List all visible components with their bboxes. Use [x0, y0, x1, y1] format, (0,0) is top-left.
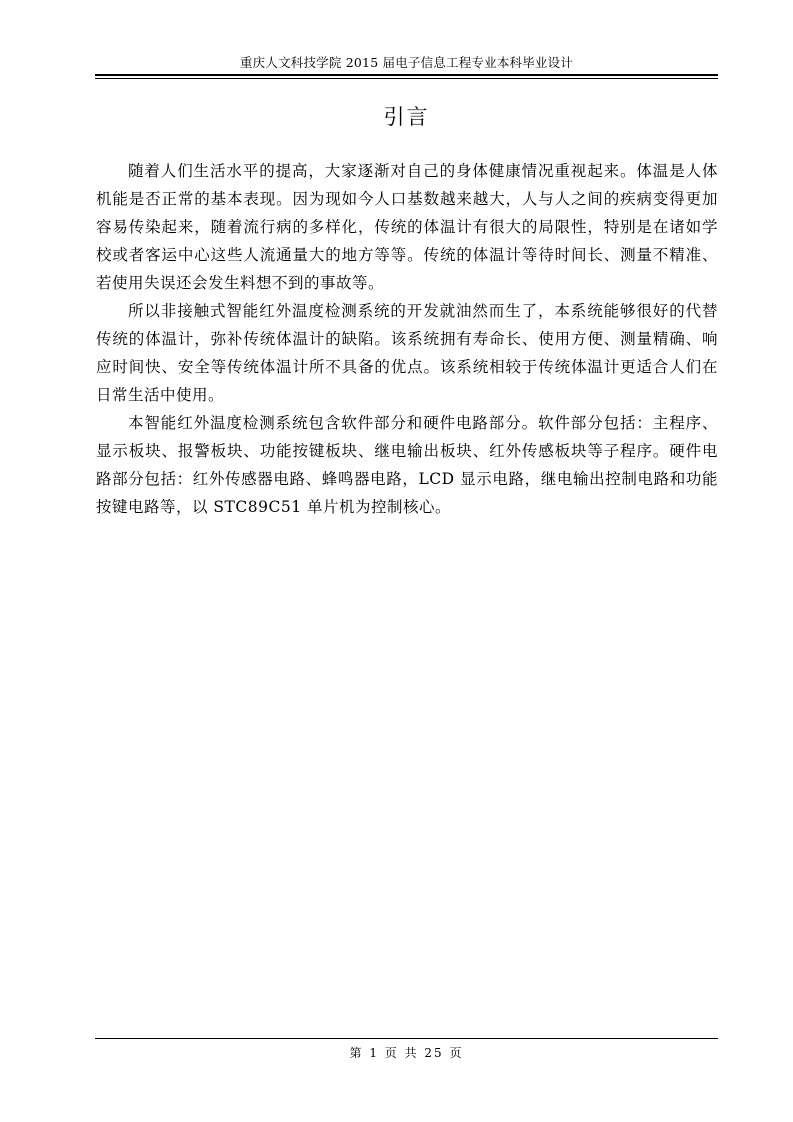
header-rule [95, 74, 718, 76]
page-number: 第 1 页 共 25 页 [349, 1046, 464, 1060]
body-text [96, 157, 718, 521]
header-rule-thin [95, 78, 718, 79]
paragraph-2: 所以非接触式智能红外温度检测系统的开发就油然而生了，本系统能够很好的代替传统的体温计，弥补传统体温计的缺陷。该系统拥有寿命长、使用方便、测量精确、响应时间快、安全等传统体温计所不具备的优点。该系统相较于传统体温计更适合人们在日常生活中使用。 [96, 302, 718, 404]
paragraph-1: 随着人们生活水平的提高，大家逐渐对自己的身体健康情况重视起来。体温是人体机能是否正常的基本表现。因为现如今人口基数越来越大，人与人之间的疾病变得更加容易传染起来，随着流行病的多样化，传统的体温计有很大的局限性，特别是在诸如学校或者客运中心这些人流通量大的地方等等。传统的体温计等待时间长、测量不精准、若使用失误还会发生料想不到的事故等。 [96, 162, 718, 292]
paragraph-3: 本智能红外温度检测系统包含软件部分和硬件电路部分。软件部分包括：主程序、显示板块、报警板块、功能按键板块、继电输出板块、红外传感板块等子程序。硬件电路部分包括：红外传感器电路、蜂鸣器电路，LCD 显示电路，继电输出控制电路和功能按键电路等，以 STC89C51 单片机为控制核心。 [96, 414, 718, 516]
section-title: 引言 [383, 105, 430, 129]
page-header: 重庆人文科技学院 2015 届电子信息工程专业本科毕业设计 [239, 55, 574, 70]
footer-rule [95, 1038, 718, 1039]
